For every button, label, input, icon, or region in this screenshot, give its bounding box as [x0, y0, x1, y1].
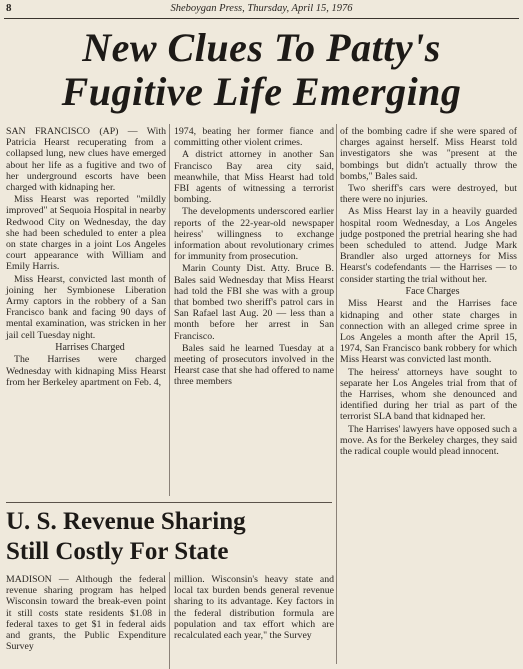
page-header — [0, 2, 523, 18]
paragraph: Two sheriff's cars were destroyed, but there were no injuries. — [340, 183, 517, 206]
story2-column-2 — [174, 574, 334, 642]
column-divider — [169, 572, 170, 669]
paragraph: The heiress' attorneys have sought to separate her Los Angeles trial from that of the Harrises, whom she denounced and identified during her trial as part of the terrorist SLA band that kidnaped her. — [340, 366, 517, 423]
paragraph: of the bombing cadre if she were spared of charges against herself. Miss Hearst told investigators she was "present at the bombings but didn't actually throw the bombs," Bales said. — [340, 126, 517, 182]
paragraph: Miss Hearst and the Harrises face kidnaping and other state charges in connection with an alleged crime spree in Los Angeles a month after the April 15, 1974, San Francisco bank robbery for which Miss Hearst was convicted last month. — [340, 298, 517, 366]
headline-patty — [0, 26, 523, 114]
story1-column-2 — [174, 126, 334, 389]
story1-column-1 — [6, 126, 166, 389]
paragraph: The developments underscored earlier reports of the 22-year-old newspaper heiress' willingness to exchange information about revolutionary crimes for immunity from prosecution. — [174, 206, 334, 263]
paragraph: million. Wisconsin's heavy state and local tax burden bends general revenue sharing to its advantage. Key factors in the federal distribution formula are population and tax effort which are recalculated each year," the Survey — [174, 574, 334, 642]
header-rule — [4, 18, 519, 19]
column-divider — [169, 124, 170, 496]
paragraph: The Harrises were charged Wednesday with kidnaping Miss Hearst from her Berkeley apartment on Feb. 4, — [6, 354, 166, 388]
headline-revenue-sharing — [6, 507, 332, 567]
paragraph: 1974, beating her former fiance and committing other violent crimes. — [174, 126, 334, 149]
paragraph: The Harrises' lawyers have opposed such a move. As for the Berkeley charges, they said the radical couple would plead innocent. — [340, 423, 517, 457]
subhead-face-charges: Face Charges — [405, 285, 460, 297]
paragraph: Miss Hearst, convicted last month of joining her Symbionese Liberation Army captors in the robbery of a San Francisco bank and facing 90 days of mental examination, was stricken in her jail cell Tuesday night. — [6, 273, 166, 341]
page-number: 8 — [6, 2, 12, 14]
paragraph: As Miss Hearst lay in a heavily guarded hospital room Wednesday, a Los Angeles judge postponed the pretrial hearing she had been scheduled to attend. Judge Mark Brandler also urged attorneys for Miss Hearst's codefendants — the Harrises — to consider starting the trial without her. — [340, 206, 517, 285]
headline-patty-line1: New Clues To Patty's — [82, 25, 441, 70]
paragraph: MADISON — Although the federal revenue sharing program has helped Wisconsin toward the break-even point it still costs state residents $1.08 in federal taxes to get $1 in federal aids and grants, the Public Expenditure Survey — [6, 574, 166, 653]
paragraph: SAN FRANCISCO (AP) — With Patricia Hearst recuperating from a collapsed lung, new clues have emerged about her life as a fugitive and two of her underground escorts have been charged with kidnaping her. — [6, 126, 166, 194]
paragraph: Marin County Dist. Atty. Bruce B. Bales said Wednesday that Miss Hearst had told the FBI she was with a group that bombed two sheriff's patrol cars in San Rafael last Aug. 20 — less than a month before her arrest in San Francisco. — [174, 263, 334, 342]
headline-revenue-line1: U. S. Revenue Sharing — [6, 508, 246, 535]
paragraph: A district attorney in another San Francisco Bay area city said, meanwhile, that Miss Hearst had told FBI agents of witnessing a terrorist bombing. — [174, 149, 334, 206]
headline-patty-line2: Fugitive Life Emerging — [61, 69, 462, 114]
story-separator — [6, 502, 332, 503]
paragraph: Miss Hearst was reported "mildly improved" at Sequoia Hospital in nearby Redwood City on Wednesday, the day she had been scheduled to enter a plea on state charges in a joint Los Angeles court appearance with William and Emily Harris. — [6, 194, 166, 273]
headline-revenue-line2: Still Costly For State — [6, 538, 229, 565]
story1-column-3 — [340, 126, 517, 458]
paragraph: Bales said he learned Tuesday at a meeting of prosecutors involved in the Hearst case that she had offered to name three members — [174, 342, 334, 388]
masthead-line: Sheboygan Press, Thursday, April 15, 1976 — [170, 3, 353, 14]
column-divider — [336, 124, 337, 664]
subhead-harrises-charged: Harrises Charged — [55, 341, 125, 353]
story2-column-1 — [6, 574, 166, 653]
